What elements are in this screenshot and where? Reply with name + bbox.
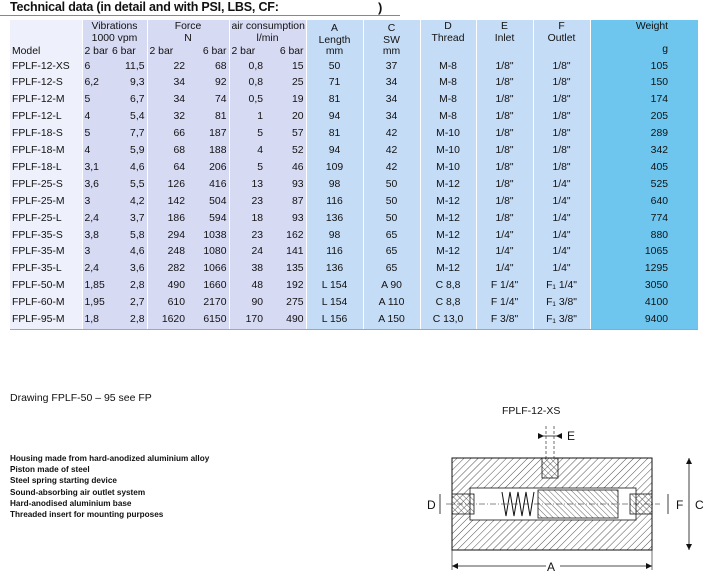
cell-length-a: L 154 xyxy=(306,295,363,312)
cell-force-2bar: 68 xyxy=(147,143,187,160)
cell-sw-c: 34 xyxy=(363,109,420,126)
cross-section-drawing xyxy=(410,420,710,575)
cell-length-a: 136 xyxy=(306,211,363,228)
cell-weight: 150 xyxy=(590,75,698,92)
header-a-label: A xyxy=(331,23,338,34)
cell-force-2bar: 248 xyxy=(147,244,187,261)
cell-air-6bar: 87 xyxy=(265,194,306,211)
cell-model: FPLF-18-M xyxy=(10,143,82,160)
cell-force-6bar: 74 xyxy=(187,92,229,109)
cell-force-6bar: 187 xyxy=(187,126,229,143)
cell-weight: 3050 xyxy=(590,278,698,295)
cell-force-2bar: 22 xyxy=(147,59,187,76)
cell-thread-d: M-8 xyxy=(420,59,476,76)
inlet-arrow-right xyxy=(556,433,562,439)
cell-thread-d: M-12 xyxy=(420,211,476,228)
length-arrow-right xyxy=(646,563,652,569)
cell-vib-2bar: 3,6 xyxy=(82,177,110,194)
cell-vib-2bar: 5 xyxy=(82,92,110,109)
cell-outlet-f: 1/8" xyxy=(533,160,590,177)
cell-vib-2bar: 3 xyxy=(82,244,110,261)
table-header xyxy=(10,20,698,59)
cell-sw-c: A 150 xyxy=(363,312,420,329)
label-f: F xyxy=(676,498,684,512)
cell-inlet-e: 1/8" xyxy=(476,160,533,177)
cell-vib-2bar: 2,4 xyxy=(82,261,110,278)
cell-length-a: 81 xyxy=(306,92,363,109)
cell-sw-c: A 90 xyxy=(363,278,420,295)
header-air-label: air consumption xyxy=(231,21,305,32)
cell-model: FPLF-25-S xyxy=(10,177,82,194)
cell-model: FPLF-95-M xyxy=(10,312,82,329)
cell-model: FPLF-12-XS xyxy=(10,59,82,76)
cell-outlet-f: 1/4" xyxy=(533,177,590,194)
cell-force-6bar: 81 xyxy=(187,109,229,126)
header-weight-label: Weight xyxy=(635,21,669,32)
cell-thread-d: C 8,8 xyxy=(420,278,476,295)
cell-model: FPLF-25-M xyxy=(10,194,82,211)
cell-inlet-e: 1/8" xyxy=(476,211,533,228)
cell-inlet-e: 1/4" xyxy=(476,228,533,245)
cell-weight: 105 xyxy=(590,59,698,76)
cell-force-2bar: 282 xyxy=(147,261,187,278)
figure-title: FPLF-12-XS xyxy=(502,405,561,417)
cell-outlet-f: 1/8" xyxy=(533,59,590,76)
header-vib-2bar: 2 bar xyxy=(82,45,110,59)
header-f-desc: Outlet xyxy=(547,32,576,44)
cell-force-6bar: 68 xyxy=(187,59,229,76)
table-row xyxy=(10,295,698,312)
table-row xyxy=(10,211,698,228)
cell-length-a: 136 xyxy=(306,261,363,278)
cell-air-2bar: 0,8 xyxy=(229,75,265,92)
table-row xyxy=(10,109,698,126)
cell-weight: 880 xyxy=(590,228,698,245)
header-force-6bar: 6 bar xyxy=(187,45,229,59)
header-force-2bar: 2 bar xyxy=(147,45,187,59)
cell-air-2bar: 1 xyxy=(229,109,265,126)
cell-weight: 1295 xyxy=(590,261,698,278)
cell-length-a: 98 xyxy=(306,228,363,245)
cell-air-2bar: 0,5 xyxy=(229,92,265,109)
cell-vib-2bar: 5 xyxy=(82,126,110,143)
technical-data-table xyxy=(10,20,698,330)
header-d-desc: Thread xyxy=(431,32,465,44)
header-model-spacer xyxy=(10,20,82,45)
table-row xyxy=(10,244,698,261)
title-underline xyxy=(0,15,400,16)
cell-inlet-e: 1/8" xyxy=(476,177,533,194)
header-f-label: F xyxy=(558,21,565,32)
cell-weight: 640 xyxy=(590,194,698,211)
cell-air-2bar: 0,8 xyxy=(229,59,265,76)
cell-air-6bar: 46 xyxy=(265,160,306,177)
cell-vib-6bar: 4,6 xyxy=(110,244,147,261)
cell-vib-6bar: 2,8 xyxy=(110,312,147,329)
header-e-inlet xyxy=(476,20,533,59)
cell-model: FPLF-12-S xyxy=(10,75,82,92)
cell-length-a: 116 xyxy=(306,194,363,211)
label-d: D xyxy=(427,498,436,512)
cell-air-2bar: 170 xyxy=(229,312,265,329)
cell-vib-6bar: 4,6 xyxy=(110,160,147,177)
cell-vib-6bar: 5,9 xyxy=(110,143,147,160)
cell-air-2bar: 18 xyxy=(229,211,265,228)
cell-outlet-f: 1/4" xyxy=(533,261,590,278)
cell-vib-6bar: 3,7 xyxy=(110,211,147,228)
cell-inlet-e: 1/8" xyxy=(476,75,533,92)
cell-outlet-f: 1/8" xyxy=(533,109,590,126)
table-row xyxy=(10,92,698,109)
cell-air-2bar: 38 xyxy=(229,261,265,278)
cell-force-2bar: 142 xyxy=(147,194,187,211)
cell-weight: 1065 xyxy=(590,244,698,261)
cell-outlet-f: F₁ 1/4" xyxy=(533,278,590,295)
cell-air-6bar: 19 xyxy=(265,92,306,109)
header-vibrations xyxy=(82,20,147,45)
cell-inlet-e: F 3/8" xyxy=(476,312,533,329)
cell-vib-6bar: 2,8 xyxy=(110,278,147,295)
cell-thread-d: M-12 xyxy=(420,228,476,245)
cell-vib-2bar: 3 xyxy=(82,194,110,211)
cell-sw-c: 42 xyxy=(363,143,420,160)
cell-air-6bar: 192 xyxy=(265,278,306,295)
cell-model: FPLF-25-L xyxy=(10,211,82,228)
cell-air-2bar: 90 xyxy=(229,295,265,312)
table-row xyxy=(10,312,698,329)
header-c-label: C xyxy=(387,23,396,34)
inlet-port xyxy=(542,458,558,478)
drawing-caption: Drawing FPLF-50 – 95 see FP xyxy=(10,392,152,404)
cell-outlet-f: 1/4" xyxy=(533,244,590,261)
cell-length-a: L 156 xyxy=(306,312,363,329)
cell-thread-d: M-12 xyxy=(420,194,476,211)
table-row xyxy=(10,228,698,245)
header-f-outlet xyxy=(533,20,590,59)
cell-inlet-e: 1/8" xyxy=(476,126,533,143)
cell-air-2bar: 5 xyxy=(229,160,265,177)
table-row xyxy=(10,75,698,92)
width-arrow-top xyxy=(686,458,692,464)
cell-inlet-e: 1/8" xyxy=(476,59,533,76)
cell-force-2bar: 186 xyxy=(147,211,187,228)
cell-outlet-f: 1/8" xyxy=(533,143,590,160)
title-closing-paren: ) xyxy=(378,0,383,15)
header-a-desc: Length xyxy=(318,34,351,46)
cell-force-6bar: 1038 xyxy=(187,228,229,245)
cell-thread-d: M-12 xyxy=(420,244,476,261)
cell-vib-6bar: 6,7 xyxy=(110,92,147,109)
cell-air-6bar: 57 xyxy=(265,126,306,143)
cell-inlet-e: 1/8" xyxy=(476,109,533,126)
cell-vib-6bar: 5,8 xyxy=(110,228,147,245)
cell-sw-c: 65 xyxy=(363,244,420,261)
feature-item: Piston made of steel xyxy=(10,465,90,475)
label-a: A xyxy=(547,560,556,574)
cell-length-a: 116 xyxy=(306,244,363,261)
cell-length-a: 98 xyxy=(306,177,363,194)
cell-length-a: 94 xyxy=(306,143,363,160)
cell-model: FPLF-50-M xyxy=(10,278,82,295)
table-row xyxy=(10,59,698,76)
cell-thread-d: M-12 xyxy=(420,261,476,278)
cell-force-2bar: 34 xyxy=(147,75,187,92)
cell-weight: 405 xyxy=(590,160,698,177)
width-arrow-bottom xyxy=(686,544,692,550)
cell-outlet-f: 1/4" xyxy=(533,211,590,228)
header-c-desc: SW xyxy=(383,34,400,46)
feature-item: Steel spring starting device xyxy=(10,476,117,486)
cell-vib-6bar: 2,7 xyxy=(110,295,147,312)
cell-force-6bar: 92 xyxy=(187,75,229,92)
length-arrow-left xyxy=(452,563,458,569)
cell-air-6bar: 162 xyxy=(265,228,306,245)
cell-weight: 9400 xyxy=(590,312,698,329)
cell-inlet-e: F 1/4" xyxy=(476,278,533,295)
cell-weight: 205 xyxy=(590,109,698,126)
cell-force-6bar: 1066 xyxy=(187,261,229,278)
cell-outlet-f: 1/8" xyxy=(533,126,590,143)
cell-air-2bar: 5 xyxy=(229,126,265,143)
cell-length-a: L 154 xyxy=(306,278,363,295)
cell-air-2bar: 48 xyxy=(229,278,265,295)
feature-item: Sound-absorbing air outlet system xyxy=(10,487,146,497)
cell-air-6bar: 15 xyxy=(265,59,306,76)
cell-vib-6bar: 5,4 xyxy=(110,109,147,126)
cell-vib-2bar: 4 xyxy=(82,143,110,160)
cell-sw-c: A 110 xyxy=(363,295,420,312)
cell-vib-6bar: 3,6 xyxy=(110,261,147,278)
cell-length-a: 50 xyxy=(306,59,363,76)
cell-air-6bar: 490 xyxy=(265,312,306,329)
cell-inlet-e: 1/8" xyxy=(476,143,533,160)
cell-force-2bar: 126 xyxy=(147,177,187,194)
cell-sw-c: 42 xyxy=(363,126,420,143)
header-air-2bar: 2 bar xyxy=(229,45,265,59)
cell-air-2bar: 4 xyxy=(229,143,265,160)
cell-vib-2bar: 4 xyxy=(82,109,110,126)
cell-force-2bar: 1620 xyxy=(147,312,187,329)
feature-item: Hard-anodised aluminium base xyxy=(10,498,132,508)
header-force-unit: N xyxy=(184,32,192,44)
header-vibrations-label: Vibrations xyxy=(91,21,138,32)
cell-air-6bar: 93 xyxy=(265,177,306,194)
cell-model: FPLF-12-M xyxy=(10,92,82,109)
cell-inlet-e: 1/8" xyxy=(476,92,533,109)
cell-inlet-e: F 1/4" xyxy=(476,295,533,312)
cell-vib-6bar: 5,5 xyxy=(110,177,147,194)
cell-outlet-f: 1/8" xyxy=(533,75,590,92)
header-air-consumption xyxy=(229,20,306,45)
cell-thread-d: M-12 xyxy=(420,177,476,194)
cell-air-6bar: 275 xyxy=(265,295,306,312)
cell-model: FPLF-35-L xyxy=(10,261,82,278)
cell-force-6bar: 1080 xyxy=(187,244,229,261)
cell-vib-6bar: 4,2 xyxy=(110,194,147,211)
cell-sw-c: 50 xyxy=(363,211,420,228)
header-d-thread xyxy=(420,20,476,59)
cell-outlet-f: F₁ 3/8" xyxy=(533,312,590,329)
cell-vib-2bar: 3,8 xyxy=(82,228,110,245)
page-title: Technical data (in detail and with PSI, LBS, CF: xyxy=(10,0,279,14)
table-row xyxy=(10,160,698,177)
header-vibrations-unit: 1000 vpm xyxy=(91,32,138,44)
cell-air-2bar: 23 xyxy=(229,228,265,245)
feature-item: Housing made from hard-anodized aluminium alloy xyxy=(10,454,210,463)
cell-force-6bar: 188 xyxy=(187,143,229,160)
header-force xyxy=(147,20,229,45)
cell-thread-d: M-10 xyxy=(420,143,476,160)
cell-thread-d: M-8 xyxy=(420,75,476,92)
cell-thread-d: C 13,0 xyxy=(420,312,476,329)
cell-vib-2bar: 1,85 xyxy=(82,278,110,295)
cell-sw-c: 50 xyxy=(363,194,420,211)
table-row xyxy=(10,194,698,211)
cell-force-2bar: 64 xyxy=(147,160,187,177)
cell-sw-c: 42 xyxy=(363,160,420,177)
cell-force-6bar: 6150 xyxy=(187,312,229,329)
cell-air-6bar: 93 xyxy=(265,211,306,228)
cell-force-6bar: 1660 xyxy=(187,278,229,295)
cell-length-a: 94 xyxy=(306,109,363,126)
cell-force-6bar: 594 xyxy=(187,211,229,228)
cell-outlet-f: 1/8" xyxy=(533,92,590,109)
cell-model: FPLF-35-S xyxy=(10,228,82,245)
cell-inlet-e: 1/4" xyxy=(476,244,533,261)
header-vib-6bar: 6 bar xyxy=(110,45,147,59)
cell-weight: 525 xyxy=(590,177,698,194)
table-row xyxy=(10,126,698,143)
header-air-unit: l/min xyxy=(256,32,279,44)
cell-force-6bar: 2170 xyxy=(187,295,229,312)
cell-vib-6bar: 11,5 xyxy=(110,59,147,76)
feature-item: Threaded insert for mounting purposes xyxy=(10,510,164,520)
cell-force-2bar: 32 xyxy=(147,109,187,126)
cell-inlet-e: 1/8" xyxy=(476,194,533,211)
cell-air-2bar: 13 xyxy=(229,177,265,194)
table-row xyxy=(10,177,698,194)
cell-model: FPLF-12-L xyxy=(10,109,82,126)
header-weight xyxy=(590,20,698,59)
cell-force-6bar: 416 xyxy=(187,177,229,194)
cell-force-2bar: 294 xyxy=(147,228,187,245)
cell-weight: 4100 xyxy=(590,295,698,312)
cell-sw-c: 50 xyxy=(363,177,420,194)
cell-air-6bar: 141 xyxy=(265,244,306,261)
header-a-unit: mm xyxy=(325,46,344,57)
cell-sw-c: 37 xyxy=(363,59,420,76)
cell-air-2bar: 23 xyxy=(229,194,265,211)
inlet-arrow-left xyxy=(538,433,544,439)
cell-thread-d: M-10 xyxy=(420,126,476,143)
cell-thread-d: M-8 xyxy=(420,92,476,109)
header-c-sw xyxy=(363,20,420,59)
cell-force-2bar: 610 xyxy=(147,295,187,312)
cell-model: FPLF-60-M xyxy=(10,295,82,312)
table-row xyxy=(10,261,698,278)
cell-vib-6bar: 9,3 xyxy=(110,75,147,92)
header-weight-unit: g xyxy=(662,44,669,55)
cell-weight: 342 xyxy=(590,143,698,160)
cell-weight: 174 xyxy=(590,92,698,109)
cell-thread-d: M-10 xyxy=(420,160,476,177)
label-e: E xyxy=(567,429,576,443)
cell-thread-d: C 8,8 xyxy=(420,295,476,312)
cell-model: FPLF-18-S xyxy=(10,126,82,143)
cell-sw-c: 34 xyxy=(363,75,420,92)
cell-air-6bar: 52 xyxy=(265,143,306,160)
cell-thread-d: M-8 xyxy=(420,109,476,126)
cell-sw-c: 65 xyxy=(363,228,420,245)
cell-length-a: 109 xyxy=(306,160,363,177)
cell-force-2bar: 490 xyxy=(147,278,187,295)
cell-length-a: 71 xyxy=(306,75,363,92)
header-e-desc: Inlet xyxy=(494,32,515,44)
cell-model: FPLF-18-L xyxy=(10,160,82,177)
cell-length-a: 81 xyxy=(306,126,363,143)
table-row xyxy=(10,278,698,295)
table-row xyxy=(10,143,698,160)
cell-outlet-f: 1/4" xyxy=(533,228,590,245)
header-a-length xyxy=(306,20,363,59)
cell-air-6bar: 135 xyxy=(265,261,306,278)
cell-outlet-f: 1/4" xyxy=(533,194,590,211)
header-c-unit: mm xyxy=(382,46,401,57)
cell-force-6bar: 206 xyxy=(187,160,229,177)
cell-air-2bar: 24 xyxy=(229,244,265,261)
cell-vib-2bar: 1,8 xyxy=(82,312,110,329)
cell-vib-2bar: 6,2 xyxy=(82,75,110,92)
header-force-label: Force xyxy=(174,21,202,32)
cell-vib-6bar: 7,7 xyxy=(110,126,147,143)
cell-inlet-e: 1/4" xyxy=(476,261,533,278)
header-e-label: E xyxy=(501,21,508,32)
cell-outlet-f: F₁ 3/8" xyxy=(533,295,590,312)
cell-vib-2bar: 6 xyxy=(82,59,110,76)
cell-force-2bar: 34 xyxy=(147,92,187,109)
cell-vib-2bar: 3,1 xyxy=(82,160,110,177)
header-air-6bar: 6 bar xyxy=(265,45,306,59)
cell-force-6bar: 504 xyxy=(187,194,229,211)
cell-sw-c: 65 xyxy=(363,261,420,278)
cell-weight: 289 xyxy=(590,126,698,143)
cell-model: FPLF-35-M xyxy=(10,244,82,261)
cell-air-6bar: 25 xyxy=(265,75,306,92)
table-body xyxy=(10,59,698,330)
cell-air-6bar: 20 xyxy=(265,109,306,126)
cell-vib-2bar: 2,4 xyxy=(82,211,110,228)
cell-force-2bar: 66 xyxy=(147,126,187,143)
header-model: Model xyxy=(10,45,82,59)
header-d-label: D xyxy=(444,21,452,32)
label-c: C xyxy=(695,498,704,512)
cell-weight: 774 xyxy=(590,211,698,228)
cell-vib-2bar: 1,95 xyxy=(82,295,110,312)
feature-list xyxy=(10,453,209,520)
cell-sw-c: 34 xyxy=(363,92,420,109)
